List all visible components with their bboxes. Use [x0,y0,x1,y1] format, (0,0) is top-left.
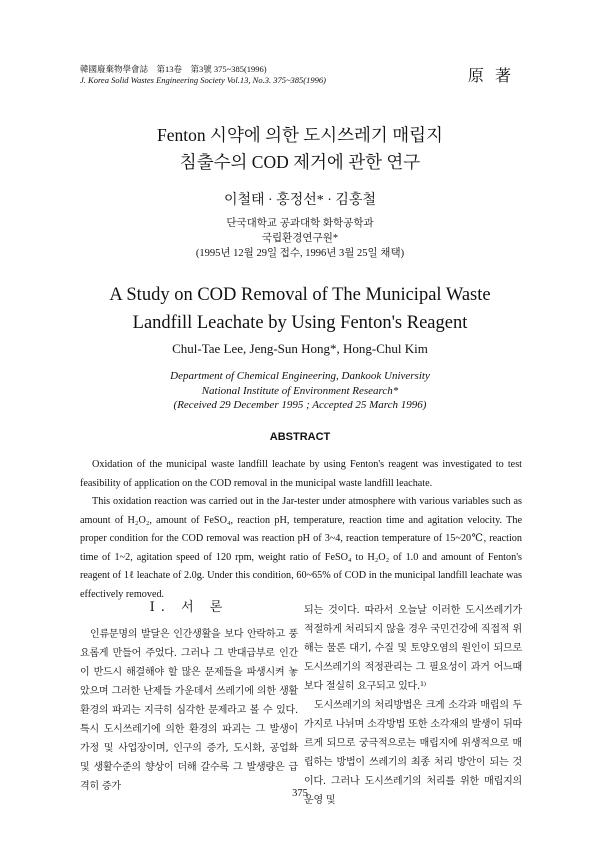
korean-dates: (1995년 12월 29일 접수, 1996년 3월 25일 채택) [195,248,405,259]
english-authors: Chul-Tae Lee, Jeng-Sun Hong*, Hong-Chul Kim [172,341,428,356]
english-dates: (Received 29 December 1995 ; Accepted 25 March 1996) [173,399,427,411]
english-affiliation-1: Department of Chemical Engineering, Dankook University [170,370,430,382]
english-title [0,281,600,337]
body-right-column [304,601,522,810]
article-type: 原 著 [467,66,514,85]
body-paragraph: 인류문명의 발달은 인간생활을 보다 안락하고 풍요롭게 만들어 주었다. 그러나 그 반대급부로 인간이 반드시 해결해야 할 많은 문제들을 파생시켜 놓았으며 그러한 난제들 가운데서 쓰레기에 의한 생활환경의 파괴는 지극히 심각한 문제라고 볼 수 있다. 특시 도시쓰레기에 의한 환경의 파괴는 그 발생이 가정 및 사업장이며, 인구의 증가, 도시화, 공업화 및 생활수준의 향상이 더해 갈수록 그 발생량은 급격히 증가 [80,629,298,792]
korean-authors: 이철태 · 홍정선* · 김홍철 [223,193,377,208]
body-paragraph: 되는 것이다. 따라서 오늘날 이러한 도시쓰레기가 적절하게 처리되지 않을 경우 국민건강에 직접적 위해는 물론 대기, 수질 및 토양오염의 원인이 되므로 도시쓰레기의 적정관리는 그 필요성이 과거 어느때 보다 절실히 요구되고 있다.¹⁾ [304,605,522,692]
section-title: Ⅰ. 서 론 [149,600,229,615]
body-paragraph: 도시쓰레기의 처리방법은 크게 소각과 매립의 두가지로 나뉘며 소각방법 또한 소각재의 발생이 뒤따르게 되므로 궁극적으로는 매립지에 위생적으로 매립하는 방법이 쓰레기의 최종 처리 방안이 되는 것이다. 그러나 도시쓰레기의 처리를 위한 매립지의 운영 및 [304,700,522,806]
english-title-line2: Landfill Leachate by Using Fenton's Reagent [132,313,468,333]
journal-header [80,64,326,86]
korean-affiliation-1: 단국대학교 공과대학 화학공학과 [226,218,374,229]
english-affiliations [0,369,600,413]
abstract-body [80,456,522,604]
journal-name-korean: 韓國廢棄物學會誌 第13卷 第3號 375~385(1996) [80,64,267,74]
korean-title-line2: 침출수의 COD 제거에 관한 연구 [179,152,421,172]
body-left-column [80,598,298,796]
journal-name-english: J. Korea Solid Wastes Engineering Society Vol.13, No.3. 375~385(1996) [80,75,326,85]
page-number: 375 [292,788,308,799]
korean-affiliations [0,216,600,261]
abstract-heading: ABSTRACT [269,431,331,443]
english-title-line1: A Study on COD Removal of The Municipal Waste [109,285,491,305]
korean-affiliation-2: 국립환경연구원* [261,233,339,244]
abstract-paragraph-1: Oxidation of the municipal waste landfill leachate by using Fenton's reagent was investigated to test feasibility of application on the COD removal in the municipal waste landfill leachate. [80,459,522,489]
abstract-paragraph-2: This oxidation reaction was carried out in the Jar-tester under atmosphere with various variables such as amount of H₂O₂, amount of FeSO₄, reaction pH, temperature, reaction time and agitation velocity. The proper condition for the COD removal was reaction pH of 3~4, reaction temperature of 15~20℃, reaction time of 1~2, agitation speed of 120 rpm, weight ratio of FeSO₄ to H₂O₂ of 1.0 and amount of Fenton's reagent of 1ℓ leachate of 2.0g. Under this condition, 60~65% of COD in the municipal landfill leachate was effectively removed. [80,496,522,600]
english-affiliation-2: National Institute of Environment Research* [201,384,399,397]
korean-title [0,122,600,176]
korean-title-line1: Fenton 시약에 의한 도시쓰레기 매립지 [157,125,443,145]
